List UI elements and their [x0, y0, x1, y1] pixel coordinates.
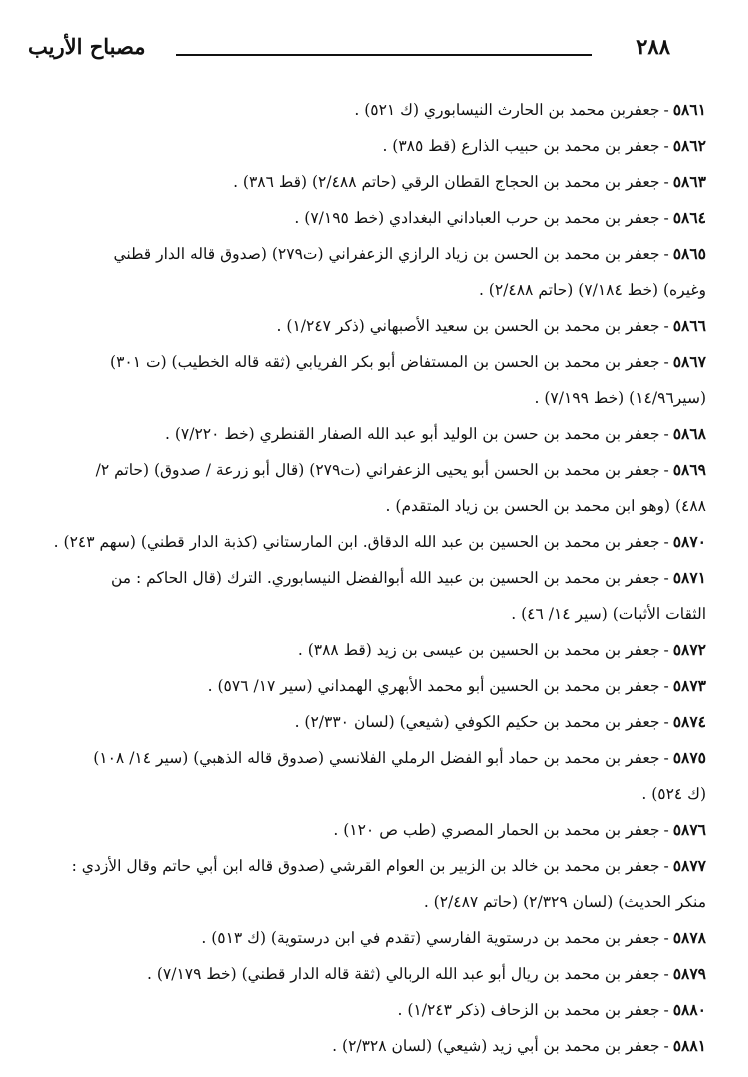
entry-number: ٥٨٧١: [672, 568, 706, 587]
entry-dash: -: [663, 461, 669, 479]
entry-text: جعفر بن محمد بن خالد بن الزبير بن العوام القرشي (صدوق قاله ابن أبي حاتم وقال الأزدي :: [71, 857, 660, 875]
entry-number: ٥٨٦١: [672, 100, 706, 119]
entry-line: [30, 308, 706, 344]
entry-number: ٥٨٧٤: [672, 712, 706, 731]
entry-line: [30, 956, 706, 992]
page-number: ٢٨٨: [636, 34, 670, 59]
entry-text: ٤٨٨) (وهو ابن محمد بن الحسن بن زياد المتقدم) .: [385, 497, 706, 515]
entry-number: ٥٨٦٥: [672, 244, 706, 263]
entry-dash: -: [663, 929, 669, 947]
page-header: [28, 30, 720, 70]
entry-line: [30, 452, 706, 488]
entry-list: [30, 92, 706, 1064]
entry-text: جعفر بن محمد بن الحسن أبو يحيى الزعفراني (ت٢٧٩) (قال أبو زرعة / صدوق) (حاتم ٢/: [95, 461, 660, 479]
entry-number: ٥٨٧٥: [672, 748, 706, 767]
entry-number: ٥٨٦٩: [672, 460, 706, 479]
entry-line: [30, 164, 706, 200]
entry-text: جعفر بن محمد بن الزحاف (ذكر ١/٢٤٣) .: [397, 1001, 660, 1019]
entry-number: ٥٨٧٦: [672, 820, 706, 839]
entry-text: جعفر بن محمد بن أبي زيد (شيعي) (لسان ٢/٣٢٨) .: [332, 1037, 660, 1055]
entry-text: (ك ٥٢٤) .: [641, 785, 706, 803]
entry-text: جعفر بن محمد بن حرب العباداني البغدادي (خط ٧/١٩٥) .: [294, 209, 660, 227]
entry-line: [30, 812, 706, 848]
entry-text: جعفر بن محمد بن الحسين بن عيسى بن زيد (قط ٣٨٨) .: [297, 641, 660, 659]
entry-line: [30, 560, 706, 596]
entry-line: [30, 920, 706, 956]
entry-dash: -: [663, 209, 669, 227]
entry-text: جعفر بن محمد بن حماد أبو الفضل الرملي الفلانسي (صدوق قاله الذهبي) (سير ١٤/ ١٠٨): [93, 749, 660, 767]
entry-number: ٥٨٦٦: [672, 316, 706, 335]
entry-number: ٥٨٧٩: [672, 964, 706, 983]
entry-line: [30, 668, 706, 704]
entry-text: (سير١٤/٩٦) (خط ٧/١٩٩) .: [534, 389, 706, 407]
entry-continuation-line: [30, 488, 706, 524]
entry-dash: -: [663, 569, 669, 587]
entry-dash: -: [663, 101, 669, 119]
entry-number: ٥٨٧٠: [672, 532, 706, 551]
entry-number: ٥٨٧٣: [672, 676, 706, 695]
entry-text: جعفر بن محمد بن الحسين بن عبد الله الدقاق. ابن المارستاني (كذبة الدار قطني) (سهم ٢٤٣) .: [53, 533, 660, 551]
entry-text: جعفر بن محمد بن درستوية الفارسي (تقدم في ابن درستوية) (ك ٥١٣) .: [201, 929, 660, 947]
entry-number: ٥٨٦٤: [672, 208, 706, 227]
entry-line: [30, 704, 706, 740]
entry-text: الثقات الأثبات) (سير ١٤/ ٤٦) .: [511, 605, 706, 623]
entry-dash: -: [663, 749, 669, 767]
entry-text: جعفر بن محمد بن الحجاج القطان الرقي (حاتم ٢/٤٨٨) (قط ٣٨٦) .: [233, 173, 660, 191]
entry-dash: -: [663, 677, 669, 695]
entry-number: ٥٨٧٨: [672, 928, 706, 947]
entry-dash: -: [663, 641, 669, 659]
entry-number: ٥٨٧٢: [672, 640, 706, 659]
entry-dash: -: [663, 821, 669, 839]
entry-dash: -: [663, 245, 669, 263]
entry-text: وغيره) (خط ٧/١٨٤) (حاتم ٢/٤٨٨) .: [478, 281, 706, 299]
entry-dash: -: [663, 137, 669, 155]
entry-continuation-line: [30, 884, 706, 920]
entry-continuation-line: [30, 272, 706, 308]
entry-text: جعفر بن محمد بن الحسين بن عبيد الله أبوالفضل النيسابوري. الترك (قال الحاكم : من: [110, 569, 660, 587]
entry-number: ٥٨٦٧: [672, 352, 706, 371]
entry-text: جعفر بن محمد بن الحسن بن المستفاض أبو بكر الفريابي (ثقه قاله الخطيب) (ت ٣٠١): [110, 353, 660, 371]
entry-number: ٥٨٦٣: [672, 172, 706, 191]
entry-line: [30, 416, 706, 452]
entry-text: جعفر بن محمد بن حسن بن الوليد أبو عبد الله الصفار القنطري (خط ٧/٢٢٠) .: [165, 425, 660, 443]
entry-continuation-line: [30, 776, 706, 812]
entry-text: جعفر بن محمد بن الحسن بن سعيد الأصبهاني (ذكر ١/٢٤٧) .: [276, 317, 660, 335]
entry-line: [30, 740, 706, 776]
entry-continuation-line: [30, 596, 706, 632]
entry-dash: -: [663, 713, 669, 731]
entry-text: جعفر بن محمد بن ريال أبو عبد الله الربالي (ثقة قاله الدار قطني) (خط ٧/١٧٩) .: [146, 965, 660, 983]
entry-text: جعفر بن محمد بن الحمار المصري (طب ص ١٢٠) .: [333, 821, 660, 839]
entry-number: ٥٨٨١: [672, 1036, 706, 1055]
entry-dash: -: [663, 965, 669, 983]
entry-line: [30, 236, 706, 272]
entry-number: ٥٨٨٠: [672, 1000, 706, 1019]
entry-text: جعفر بن محمد بن الحسين أبو محمد الأبهري الهمداني (سير ١٧/ ٥٧٦) .: [207, 677, 660, 695]
entry-dash: -: [663, 353, 669, 371]
entry-line: [30, 848, 706, 884]
entry-line: [30, 524, 706, 560]
entry-line: [30, 1028, 706, 1064]
entry-text: جعفر بن محمد بن الحسن بن زياد الرازي الزعفراني (ت٢٧٩) (صدوق قاله الدار قطني: [113, 245, 660, 263]
entry-dash: -: [663, 1037, 669, 1055]
entry-line: [30, 128, 706, 164]
entry-dash: -: [663, 1001, 669, 1019]
entry-number: ٥٨٦٢: [672, 136, 706, 155]
entry-number: ٥٨٦٨: [672, 424, 706, 443]
entry-text: جعفر بن محمد بن حبيب الذارع (قط ٣٨٥) .: [382, 137, 660, 155]
entry-line: [30, 92, 706, 128]
entry-dash: -: [663, 317, 669, 335]
entry-continuation-line: [30, 380, 706, 416]
entry-line: [30, 992, 706, 1028]
entry-line: [30, 200, 706, 236]
entry-text: جعفربن محمد بن الحارث النيسابوري (ك ٥٢١) .: [354, 101, 660, 119]
entry-number: ٥٨٧٧: [672, 856, 706, 875]
header-rule: [176, 54, 592, 56]
entry-dash: -: [663, 173, 669, 191]
running-title: مصباح الأريب: [28, 34, 146, 59]
entry-text: منكر الحديث) (لسان ٢/٣٢٩) (حاتم ٢/٤٨٧) .: [423, 893, 706, 911]
entry-line: [30, 632, 706, 668]
entry-dash: -: [663, 857, 669, 875]
entry-text: جعفر بن محمد بن حكيم الكوفي (شيعي) (لسان ٢/٣٣٠) .: [294, 713, 660, 731]
entry-dash: -: [663, 425, 669, 443]
entry-line: [30, 344, 706, 380]
entry-dash: -: [663, 533, 669, 551]
